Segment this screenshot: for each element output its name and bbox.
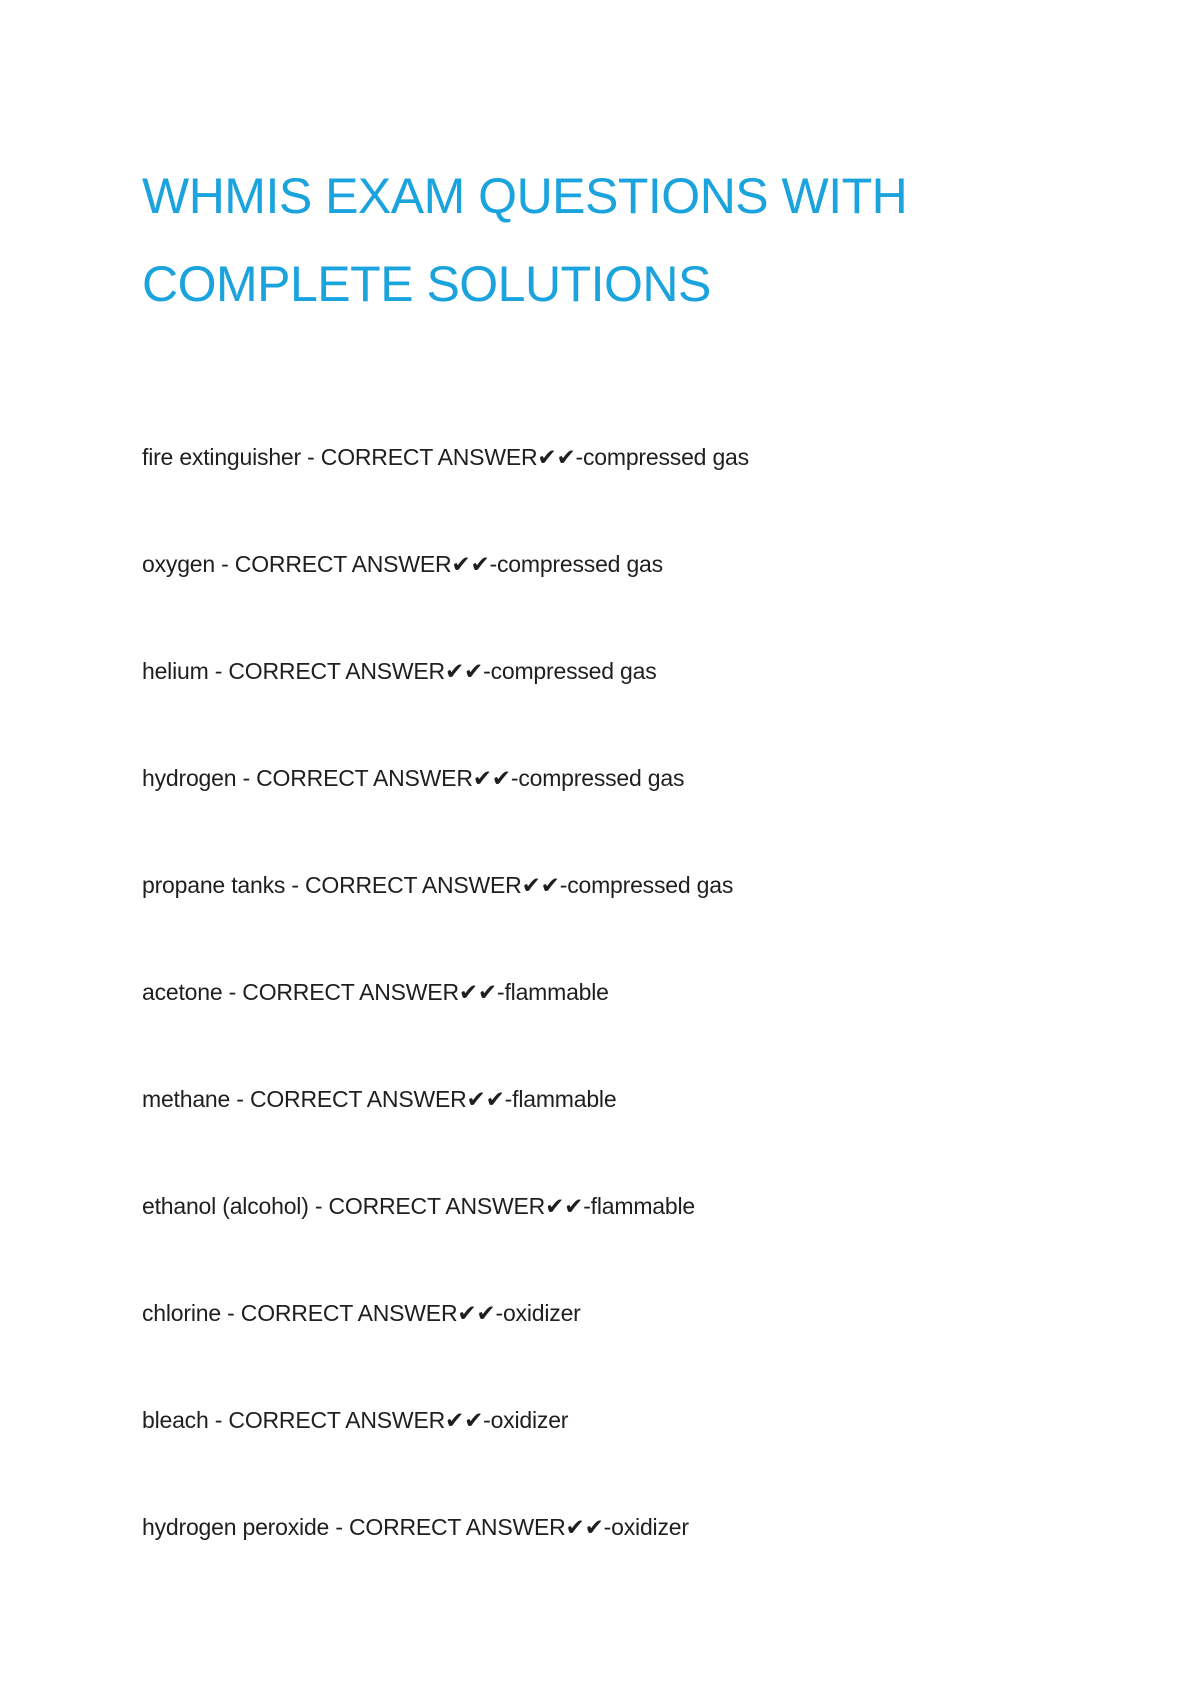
qa-item-bleach: bleach - CORRECT ANSWER✔✔-oxidizer	[142, 1407, 569, 1433]
qa-item-hydrogen: hydrogen - CORRECT ANSWER✔✔-compressed gas	[142, 765, 685, 791]
qa-list	[142, 443, 749, 1620]
qa-item-ethanol: ethanol (alcohol) - CORRECT ANSWER✔✔-flammable	[142, 1193, 695, 1219]
qa-item-oxygen: oxygen - CORRECT ANSWER✔✔-compressed gas	[142, 551, 663, 577]
qa-item-methane: methane - CORRECT ANSWER✔✔-flammable	[142, 1086, 617, 1112]
qa-item-chlorine: chlorine - CORRECT ANSWER✔✔-oxidizer	[142, 1300, 581, 1326]
document-title-line-1: WHMIS EXAM QUESTIONS WITH	[142, 168, 908, 224]
qa-item-acetone: acetone - CORRECT ANSWER✔✔-flammable	[142, 979, 609, 1005]
qa-item-fire-extinguisher: fire extinguisher - CORRECT ANSWER✔✔-compressed gas	[142, 444, 749, 470]
document-title-line-2: COMPLETE SOLUTIONS	[142, 256, 711, 312]
qa-item-propane-tanks: propane tanks - CORRECT ANSWER✔✔-compressed gas	[142, 872, 734, 898]
qa-item-hydrogen-peroxide: hydrogen peroxide - CORRECT ANSWER✔✔-oxidizer	[142, 1514, 689, 1540]
qa-item-helium: helium - CORRECT ANSWER✔✔-compressed gas	[142, 658, 657, 684]
document-title	[142, 152, 1042, 328]
